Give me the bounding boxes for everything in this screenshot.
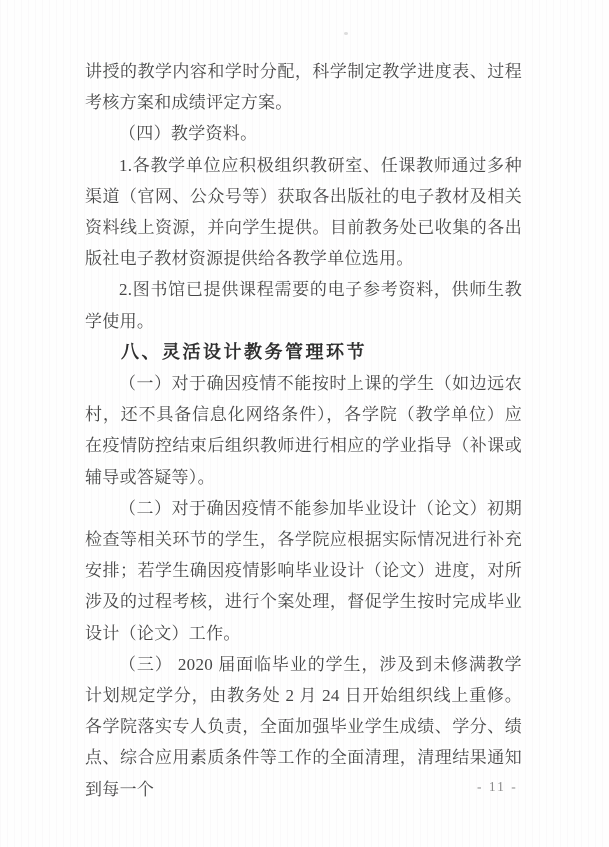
page-number: - 11 - [477, 779, 518, 794]
paragraph-item-three: （三） 2020 届面临毕业的学生，涉及到未修满教学计划规定学分，由教务处 2 月 24 日开始组织线上重修。各学院落实专人负责，全面加强毕业学生成绩、学分、绩点、综合应用素质条件等工作的全面清理，清理结果通知到每一个 [85, 654, 522, 799]
paragraph-continuation: 讲授的教学内容和学时分配，科学制定教学进度表、过程考核方案和成绩评定方案。 [85, 62, 522, 113]
paragraph-item-four-heading: （四）教学资料。 [119, 124, 258, 144]
paragraph-numbered-1: 1.各教学单位应积极组织教研室、任课教师通过多种渠道（官网、公众号等）获取各出版社的电子教材及相关资料线上资源，并向学生提供。目前教务处已收集的各出版社电子教材资源提供给各教学单位选用。 [85, 155, 522, 269]
paragraph-item-one: （一）对于确因疫情不能按时上课的学生（如边远农村，还不具备信息化网络条件），各学院（教学单位）应在疫情防控结束后组织教师进行相应的学业指导（补课或辅导或答疑等）。 [85, 374, 522, 487]
scan-artifact-speck [344, 32, 348, 35]
paragraph-numbered-2: 2.图书馆已提供课程需要的电子参考资料，供师生教学使用。 [85, 280, 522, 331]
paragraph-item-two: （二）对于确因疫情不能参加毕业设计（论文）初期检查等相关环节的学生，各学院应根据实际情况进行补充安排；若学生确因疫情影响毕业设计（论文）进度，对所涉及的过程考核，进行个案处理，督促学生按时完成毕业设计（论文）工作。 [85, 498, 522, 643]
section-heading-eight: 八、灵活设计教务管理环节 [121, 341, 367, 363]
document-text-block [85, 56, 522, 805]
